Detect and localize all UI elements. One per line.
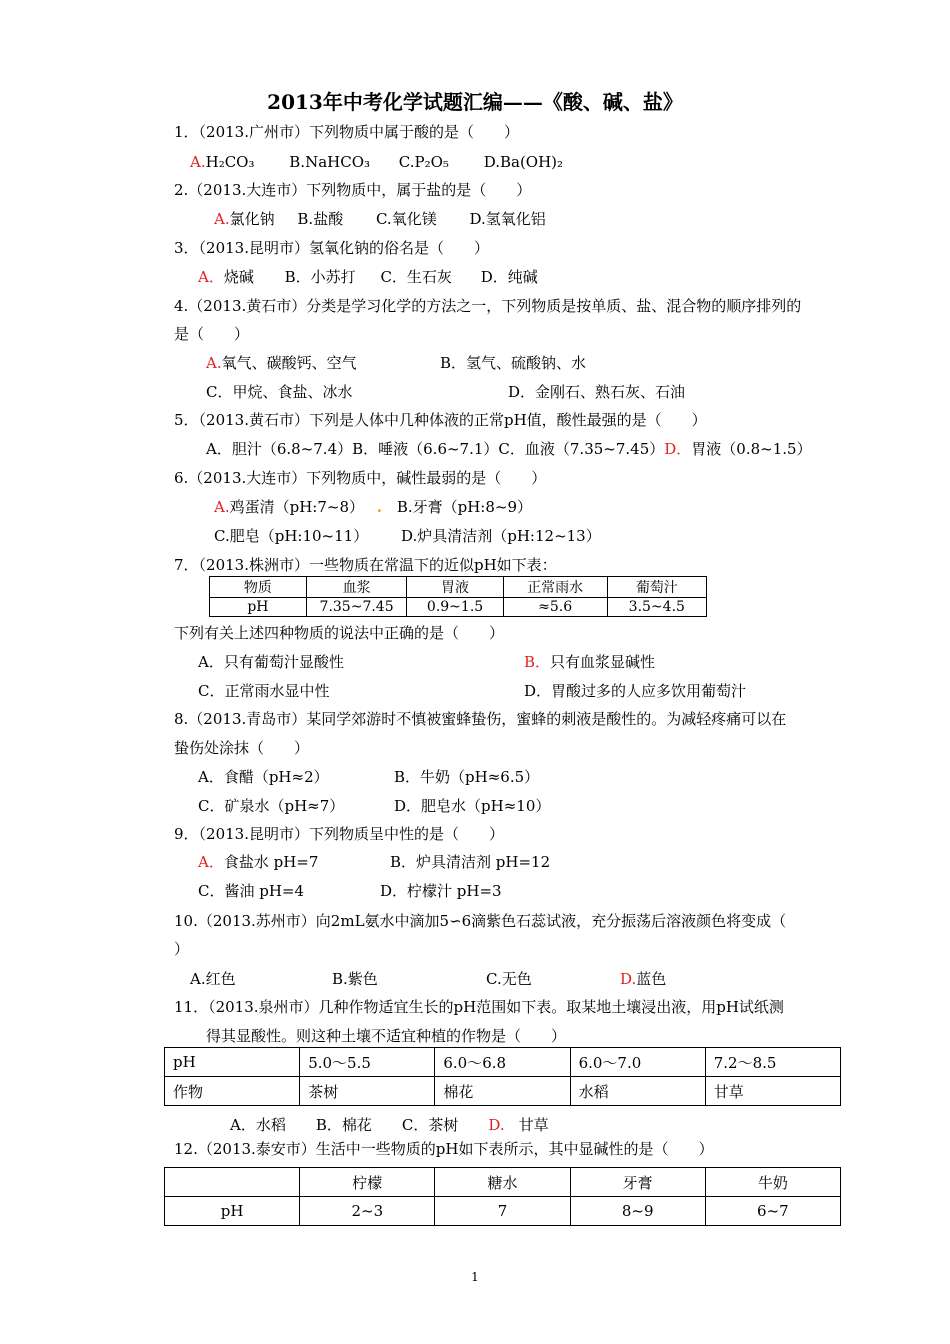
q7-table-header: 正常雨水 (503, 577, 607, 598)
q7-table-header: 胃液 (407, 577, 503, 598)
q11-table (164, 1047, 841, 1106)
q9-answer-letter: A． (198, 853, 224, 871)
q12-table-header: 牛奶 (705, 1168, 840, 1197)
q5-option-d: 胃液（0.8~1.5） (691, 440, 812, 458)
q7-option-c: C．正常雨水显中性 (198, 682, 330, 700)
q7-table-cell: 7.35~7.45 (306, 598, 407, 617)
page-number: 1 (471, 1270, 479, 1284)
q4-option-b: B．氢气、硫酸钠、水 (440, 354, 587, 372)
q2-answer-letter: A. (214, 210, 230, 228)
q7-table-cell: pH (210, 598, 307, 617)
q10-option-d-line (620, 969, 666, 989)
q11-options-abc: A．水稻 B．棉花 C．茶树 (230, 1116, 489, 1134)
q11-table-cell: 茶树 (300, 1077, 435, 1106)
q6-option-d: D.炉具清洁剂（pH:12~13） (400, 527, 601, 545)
q8-option-a: A．食醋（pH≈2） (198, 768, 329, 786)
q12-table-header: 柠檬 (300, 1168, 435, 1197)
q7-option-d: D．胃酸过多的人应多饮用葡萄汁 (524, 682, 747, 700)
q12-table-header (165, 1168, 300, 1197)
q6-option-b: B.牙膏（pH:8~9） (396, 498, 532, 516)
q2-stem: 2.（2013.大连市）下列物质中，属于盐的是（ ） (174, 181, 532, 199)
q8-option-b: B．牛奶（pH≈6.5） (394, 768, 540, 786)
q8-option-c: C．矿泉水（pH≈7） (198, 797, 345, 815)
q12-table-header: 糖水 (435, 1168, 570, 1197)
q3-option-a: 烧碱 (223, 268, 254, 286)
q2-option-c: C.氧化镁 (375, 210, 437, 228)
q4-option-a-line (206, 353, 357, 373)
q2-option-b: B.盐酸 (297, 210, 344, 228)
q5-options-abc: A．胆汁（6.8~7.4）B．唾液（6.6~7.1）C．血液（7.35~7.45） (206, 440, 665, 458)
q10-stem-line2: ） (174, 940, 190, 958)
q12-table-cell: 2~3 (300, 1197, 435, 1226)
q12-table-cell: 6~7 (705, 1197, 840, 1226)
q5-answer-letter: D． (664, 440, 692, 458)
q7-option-b-line (524, 652, 655, 672)
q11-options (230, 1115, 549, 1135)
q11-table-cell: 水稻 (570, 1077, 705, 1106)
q7-table-header: 物质 (210, 577, 307, 598)
q9-option-a: 食盐水 pH=7 (223, 853, 319, 871)
q4-option-a: 氧气、碳酸钙、空气 (221, 354, 357, 372)
q6-options-ab (214, 497, 532, 517)
q4-stem-line2: 是（ ） (174, 325, 250, 343)
q12-stem: 12.（2013.泰安市）生活中一些物质的pH如下表所示，其中显碱性的是（ ） (174, 1140, 714, 1158)
q2-option-a: 氯化钠 (229, 210, 275, 228)
q3-option-c: C．生石灰 (380, 268, 452, 286)
page-title: 2013年中考化学试题汇编——《酸、碱、盐》 (267, 90, 683, 114)
q11-answer-letter: D. (488, 1116, 505, 1134)
q7-stem2: 下列有关上述四种物质的说法中正确的是（ ） (174, 624, 505, 642)
q9-option-a-line (198, 852, 318, 872)
q7-table-cell: 3.5~4.5 (607, 598, 706, 617)
q10-option-b: B.紫色 (332, 970, 378, 988)
q1-option-a: H₂CO₃ (205, 153, 255, 171)
q7-stem: 7．（2013.株洲市）一些物质在常温下的近似pH如下表： (174, 556, 557, 574)
q6-answer-letter: A. (214, 498, 230, 516)
q8-stem-line2: 蛰伤处涂抹（ ） (174, 739, 310, 757)
q1-answer-letter: A. (190, 153, 206, 171)
q11-table-cell: 7.2～8.5 (705, 1048, 840, 1077)
q11-option-d: 甘草 (518, 1116, 549, 1134)
q11-table-cell: pH (165, 1048, 300, 1077)
q7-table-cell: 0.9~1.5 (407, 598, 503, 617)
q10-stem-line1: 10.（2013.苏州市）向2mL氨水中滴加5∽6滴紫色石蕊试液，充分振荡后溶液颜色将变成（ (174, 912, 787, 930)
q6-dot: . (376, 498, 383, 516)
q6-option-c: C.肥皂（pH:10~11） (214, 527, 369, 545)
q4-option-c: C．甲烷、食盐、冰水 (206, 383, 353, 401)
q6-options-cd (214, 526, 601, 546)
q11-table-cell: 6.0～7.0 (570, 1048, 705, 1077)
q12-table-header: 牙膏 (570, 1168, 705, 1197)
q2-option-d: D.氢氧化铝 (469, 210, 546, 228)
q12-table-cell: 8~9 (570, 1197, 705, 1226)
q7-table (209, 576, 707, 617)
q9-option-d: D．柠檬汁 pH=3 (380, 882, 502, 900)
q10-option-c: C.无色 (486, 970, 532, 988)
q10-option-a: A.红色 (190, 970, 236, 988)
q11-stem-line2: 得其显酸性。则这种土壤不适宜种植的作物是（ ） (206, 1027, 567, 1045)
q6-option-a: 鸡蛋清（pH:7~8） (229, 498, 365, 516)
q3-stem: 3．（2013.昆明市）氢氧化钠的俗名是（ ） (174, 239, 489, 257)
q11-table-cell: 6.0～6.8 (435, 1048, 570, 1077)
q4-stem-line1: 4.（2013.黄石市）分类是学习化学的方法之一，下列物质是按单质、盐、混合物的顺序排列的 (174, 297, 802, 315)
q6-stem: 6.（2013.大连市）下列物质中，碱性最弱的是（ ） (174, 469, 547, 487)
q10-answer-letter: D. (620, 970, 637, 988)
q3-options (198, 267, 538, 287)
q3-option-d: D．纯碱 (480, 268, 538, 286)
q5-stem: 5．（2013.黄石市）下列是人体中几种体液的正常pH值，酸性最强的是（ ） (174, 411, 707, 429)
q7-answer-letter: B． (524, 653, 551, 671)
q11-table-cell: 作物 (165, 1077, 300, 1106)
q2-options (214, 209, 546, 229)
q8-option-d: D．肥皂水（pH≈10） (394, 797, 551, 815)
q7-table-header: 血浆 (306, 577, 407, 598)
q7-table-header: 葡萄汁 (607, 577, 706, 598)
q4-option-d: D．金刚石、熟石灰、石油 (508, 383, 686, 401)
q1-stem: 1．（2013.广州市）下列物质中属于酸的是（ ） (174, 123, 519, 141)
q4-answer-letter: A. (206, 354, 222, 372)
q12-table (164, 1167, 841, 1226)
q9-stem: 9．（2013.昆明市）下列物质呈中性的是（ ） (174, 825, 504, 843)
q10-option-d: 蓝色 (636, 970, 667, 988)
q1-option-c: C.P₂O₅ (398, 153, 449, 171)
q3-option-b: B．小苏打 (284, 268, 356, 286)
q7-option-b: 只有血浆显碱性 (550, 653, 656, 671)
q1-options (190, 152, 563, 172)
q3-answer-letter: A． (198, 268, 224, 286)
q11-table-cell: 5.0～5.5 (300, 1048, 435, 1077)
q11-table-cell: 棉花 (435, 1077, 570, 1106)
q11-table-cell: 甘草 (705, 1077, 840, 1106)
q9-option-b: B．炉具清洁剂 pH=12 (390, 853, 551, 871)
q5-options (206, 439, 812, 459)
q12-table-cell: 7 (435, 1197, 570, 1226)
q11-stem-line1: 11．（2013.泉州市）几种作物适宜生长的pH范围如下表。取某地土壤浸出液，用pH试纸测 (174, 998, 784, 1016)
q12-table-cell: pH (165, 1197, 300, 1226)
q7-table-cell: ≈5.6 (503, 598, 607, 617)
q1-option-d: D.Ba(OH)₂ (483, 153, 564, 171)
q1-option-b: B.NaHCO₃ (289, 153, 371, 171)
q9-option-c: C．酱油 pH=4 (198, 882, 305, 900)
q7-option-a: A．只有葡萄汁显酸性 (198, 653, 344, 671)
q8-stem-line1: 8.（2013.青岛市）某同学郊游时不慎被蜜蜂蛰伤，蜜蜂的刺液是酸性的。为减轻疼痛可以在 (174, 710, 787, 728)
